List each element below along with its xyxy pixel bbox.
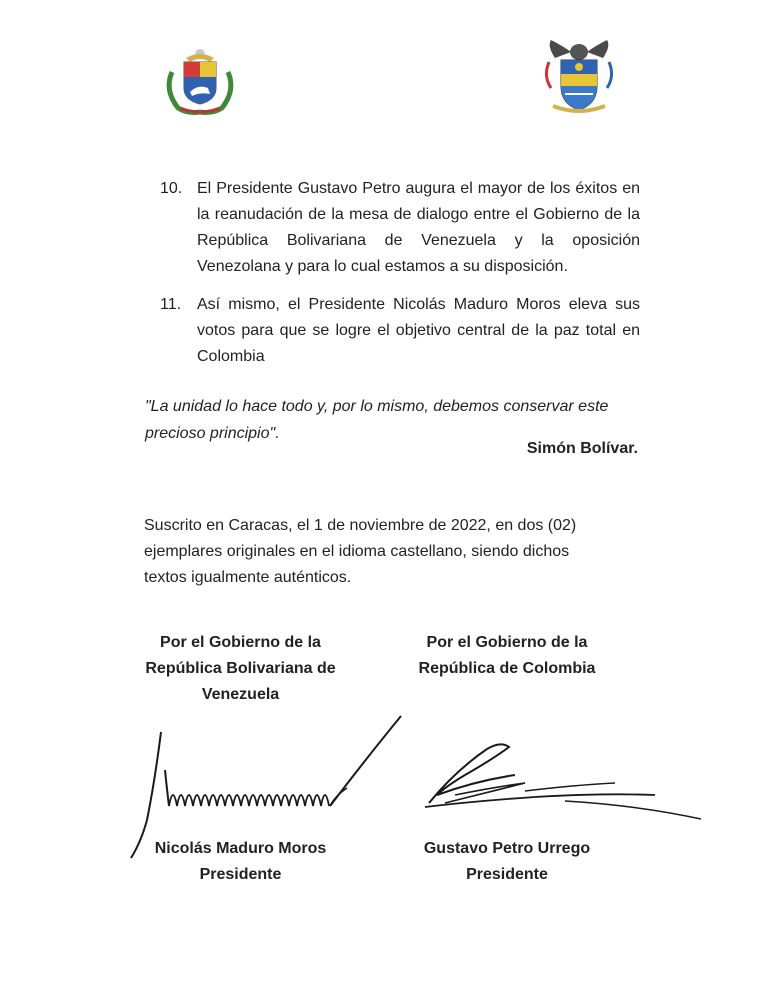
colombia-signatory-header <box>393 630 621 682</box>
header-line: República de Colombia <box>418 660 596 677</box>
signatory-title: Presidente <box>466 866 548 883</box>
clause-10 <box>160 176 640 280</box>
signatory-name: Nicolás Maduro Moros <box>154 840 327 857</box>
venezuela-signatory-header <box>118 630 363 708</box>
venezuela-coat-of-arms-icon <box>160 42 240 118</box>
header-line: Por el Gobierno de la <box>426 634 588 651</box>
colombia-signatory <box>393 836 621 888</box>
clause-text: El Presidente Gustavo Petro augura el mayor de los éxitos en la reanudación de la mesa de dialogo entre el Gobierno de la República Bolivariana de Venezuela y la oposición Venezolana y para lo cual estamos a su disposición. <box>197 180 640 275</box>
petro-signature <box>415 735 705 840</box>
clause-11 <box>160 292 640 370</box>
signatory-name: Gustavo Petro Urrego <box>423 840 591 857</box>
venezuela-signatory <box>118 836 363 888</box>
colombia-coat-of-arms-icon <box>541 36 617 118</box>
clause-number: 10. <box>160 180 183 197</box>
clause-text: Así mismo, el Presidente Nicolás Maduro Moros eleva sus votos para que se logre el objetivo central de la paz total en Colombia <box>197 296 640 365</box>
header-line: Por el Gobierno de la <box>160 634 321 651</box>
bolivar-quote: "La unidad lo hace todo y, por lo mismo, debemos conservar este precioso principio". <box>145 398 609 442</box>
signatory-title: Presidente <box>199 866 282 883</box>
quote-author: Simón Bolívar. <box>526 440 638 457</box>
closing-paragraph: Suscrito en Caracas, el 1 de noviembre de 2022, en dos (02) ejemplares originales en el idioma castellano, siendo dichos textos igualmente auténticos. <box>144 517 577 586</box>
clause-number: 11. <box>160 296 182 313</box>
header-line: República Bolivariana de <box>145 660 336 677</box>
header-line: Venezuela <box>201 686 280 703</box>
